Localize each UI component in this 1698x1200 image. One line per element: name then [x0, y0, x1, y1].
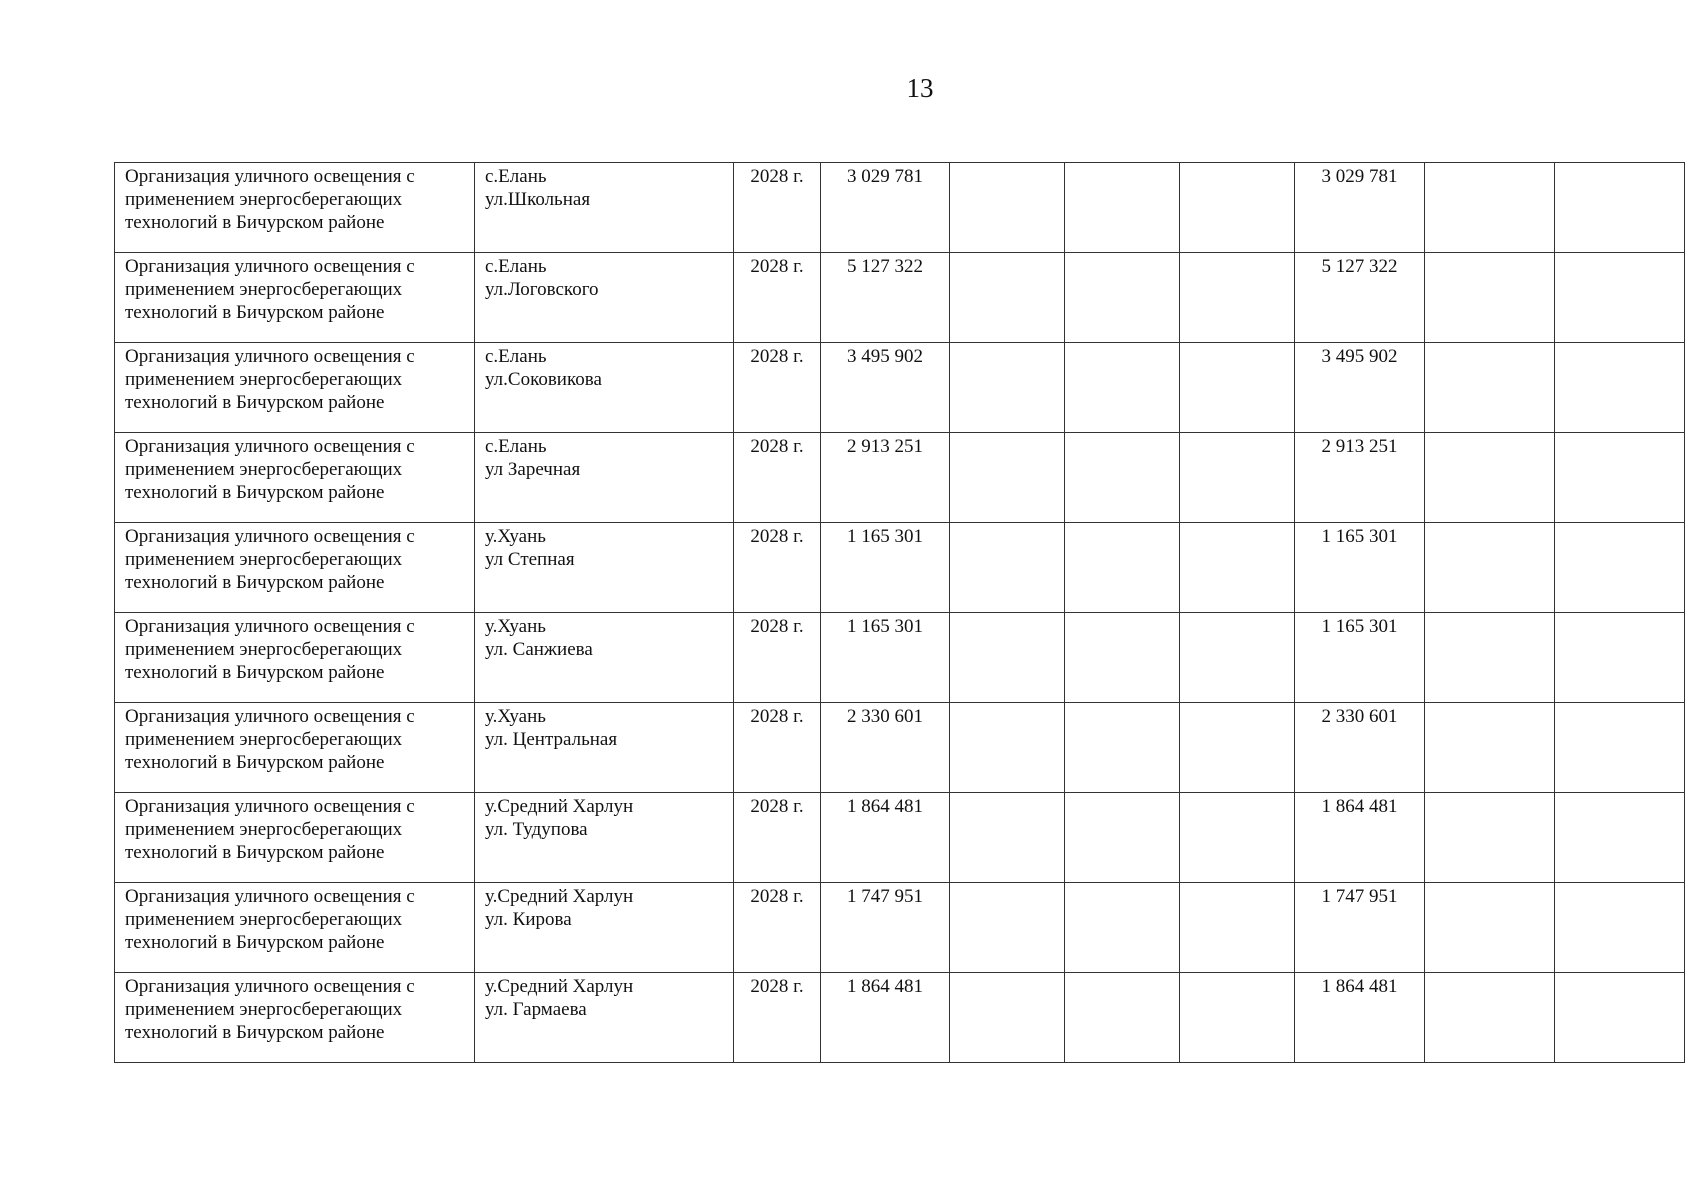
total-amount-cell: 2 913 251: [821, 433, 950, 523]
amount-cell-col5: [950, 883, 1065, 973]
location-line: у.Средний Харлун: [485, 796, 634, 817]
location-line: ул.Соковикова: [485, 369, 602, 390]
amount-cell-col6: [1065, 253, 1180, 343]
amount-cell-col10: [1555, 793, 1685, 883]
amount-cell-col5: [950, 523, 1065, 613]
total-amount-cell: 2 330 601: [821, 703, 950, 793]
amount-cell-col9: [1425, 163, 1555, 253]
measure-name-line: Организация уличного освещения с: [125, 886, 415, 907]
measure-name-line: технологий в Бичурском районе: [125, 482, 385, 503]
total-amount-cell: 5 127 322: [821, 253, 950, 343]
measure-name-cell: [115, 433, 475, 523]
location-cell: [475, 163, 734, 253]
total-amount-cell: 3 029 781: [821, 163, 950, 253]
amount-cell-col7: [1180, 343, 1295, 433]
location-cell: [475, 253, 734, 343]
location-cell: [475, 703, 734, 793]
measure-name-line: Организация уличного освещения с: [125, 256, 415, 277]
year-cell: 2028 г.: [734, 163, 821, 253]
amount-cell-col10: [1555, 343, 1685, 433]
measure-name-line: Организация уличного освещения с: [125, 796, 415, 817]
measure-name-cell: [115, 343, 475, 433]
measure-name-line: технологий в Бичурском районе: [125, 662, 385, 683]
measure-name-line: применением энергосберегающих: [125, 279, 403, 300]
amount-cell-col7: [1180, 253, 1295, 343]
amount-cell-col7: [1180, 883, 1295, 973]
amount-cell-col8: 1 747 951: [1295, 883, 1425, 973]
table-row: [115, 973, 1685, 1063]
measure-name-line: применением энергосберегающих: [125, 549, 403, 570]
location-line: у.Хуань: [485, 526, 546, 547]
amount-cell-col8: 2 330 601: [1295, 703, 1425, 793]
amount-cell-col5: [950, 343, 1065, 433]
measure-name-line: Организация уличного освещения с: [125, 346, 415, 367]
location-line: с.Елань: [485, 346, 547, 367]
amount-cell-col10: [1555, 433, 1685, 523]
location-cell: [475, 433, 734, 523]
measure-name-line: Организация уличного освещения с: [125, 976, 415, 997]
amount-cell-col7: [1180, 613, 1295, 703]
amount-cell-col8: 2 913 251: [1295, 433, 1425, 523]
location-cell: [475, 613, 734, 703]
measure-name-line: применением энергосберегающих: [125, 819, 403, 840]
measure-name-cell: [115, 793, 475, 883]
table-row: [115, 163, 1685, 253]
amount-cell-col9: [1425, 793, 1555, 883]
table-row: [115, 703, 1685, 793]
amount-cell-col5: [950, 703, 1065, 793]
amount-cell-col6: [1065, 163, 1180, 253]
total-amount-cell: 1 747 951: [821, 883, 950, 973]
location-line: с.Елань: [485, 436, 547, 457]
measure-name-line: технологий в Бичурском районе: [125, 572, 385, 593]
measure-name-cell: [115, 613, 475, 703]
amount-cell-col7: [1180, 973, 1295, 1063]
table-body: [115, 163, 1685, 1063]
amount-cell-col6: [1065, 613, 1180, 703]
measure-name-cell: [115, 163, 475, 253]
location-cell: [475, 523, 734, 613]
location-line: у.Средний Харлун: [485, 886, 634, 907]
location-cell: [475, 883, 734, 973]
location-line: ул Заречная: [485, 459, 581, 480]
measure-name-line: Организация уличного освещения с: [125, 436, 415, 457]
amount-cell-col7: [1180, 523, 1295, 613]
table-row: [115, 343, 1685, 433]
amount-cell-col5: [950, 253, 1065, 343]
amount-cell-col9: [1425, 883, 1555, 973]
amount-cell-col8: 3 029 781: [1295, 163, 1425, 253]
amount-cell-col10: [1555, 973, 1685, 1063]
total-amount-cell: 1 864 481: [821, 793, 950, 883]
amount-cell-col5: [950, 163, 1065, 253]
amount-cell-col5: [950, 433, 1065, 523]
year-cell: 2028 г.: [734, 883, 821, 973]
location-line: у.Хуань: [485, 616, 546, 637]
total-amount-cell: 3 495 902: [821, 343, 950, 433]
location-line: ул.Логовского: [485, 279, 599, 300]
year-cell: 2028 г.: [734, 253, 821, 343]
measure-name-line: технологий в Бичурском районе: [125, 932, 385, 953]
amount-cell-col9: [1425, 433, 1555, 523]
amount-cell-col6: [1065, 973, 1180, 1063]
amount-cell-col7: [1180, 703, 1295, 793]
location-line: у.Хуань: [485, 706, 546, 727]
amount-cell-col8: 1 864 481: [1295, 973, 1425, 1063]
location-cell: [475, 973, 734, 1063]
total-amount-cell: 1 165 301: [821, 523, 950, 613]
measure-name-line: применением энергосберегающих: [125, 369, 403, 390]
location-line: ул.Школьная: [485, 189, 591, 210]
measure-name-line: Организация уличного освещения с: [125, 166, 415, 187]
measure-name-cell: [115, 883, 475, 973]
amount-cell-col7: [1180, 793, 1295, 883]
measure-name-cell: [115, 973, 475, 1063]
amount-cell-col9: [1425, 613, 1555, 703]
year-cell: 2028 г.: [734, 793, 821, 883]
location-line: с.Елань: [485, 166, 547, 187]
amount-cell-col9: [1425, 253, 1555, 343]
location-line: с.Елань: [485, 256, 547, 277]
measure-name-line: Организация уличного освещения с: [125, 526, 415, 547]
measure-name-cell: [115, 253, 475, 343]
table-row: [115, 883, 1685, 973]
table-row: [115, 613, 1685, 703]
amount-cell-col6: [1065, 433, 1180, 523]
amount-cell-col9: [1425, 343, 1555, 433]
measure-name-line: технологий в Бичурском районе: [125, 302, 385, 323]
measure-name-line: применением энергосберегающих: [125, 189, 403, 210]
measure-name-line: Организация уличного освещения с: [125, 616, 415, 637]
amount-cell-col5: [950, 613, 1065, 703]
amount-cell-col8: 5 127 322: [1295, 253, 1425, 343]
amount-cell-col10: [1555, 613, 1685, 703]
measure-name-line: технологий в Бичурском районе: [125, 842, 385, 863]
amount-cell-col10: [1555, 703, 1685, 793]
year-cell: 2028 г.: [734, 613, 821, 703]
location-line: ул. Тудупова: [485, 819, 588, 840]
amount-cell-col9: [1425, 703, 1555, 793]
measure-name-line: технологий в Бичурском районе: [125, 752, 385, 773]
amount-cell-col7: [1180, 433, 1295, 523]
year-cell: 2028 г.: [734, 703, 821, 793]
location-line: ул. Санжиева: [485, 639, 593, 660]
page-number: 13: [906, 73, 934, 103]
amount-cell-col5: [950, 973, 1065, 1063]
total-amount-cell: 1 864 481: [821, 973, 950, 1063]
amount-cell-col9: [1425, 973, 1555, 1063]
location-line: ул Степная: [485, 549, 575, 570]
table-row: [115, 793, 1685, 883]
year-cell: 2028 г.: [734, 343, 821, 433]
amount-cell-col10: [1555, 163, 1685, 253]
amount-cell-col8: 1 165 301: [1295, 613, 1425, 703]
location-cell: [475, 793, 734, 883]
amount-cell-col10: [1555, 253, 1685, 343]
measure-name-line: применением энергосберегающих: [125, 459, 403, 480]
measure-name-line: применением энергосберегающих: [125, 639, 403, 660]
measure-name-line: применением энергосберегающих: [125, 729, 403, 750]
measure-name-line: применением энергосберегающих: [125, 999, 403, 1020]
location-line: ул. Центральная: [485, 729, 618, 750]
total-amount-cell: 1 165 301: [821, 613, 950, 703]
amount-cell-col5: [950, 793, 1065, 883]
amount-cell-col7: [1180, 163, 1295, 253]
amount-cell-col9: [1425, 523, 1555, 613]
location-cell: [475, 343, 734, 433]
amount-cell-col6: [1065, 793, 1180, 883]
measure-name-line: применением энергосберегающих: [125, 909, 403, 930]
year-cell: 2028 г.: [734, 973, 821, 1063]
amount-cell-col10: [1555, 883, 1685, 973]
amount-cell-col6: [1065, 523, 1180, 613]
amount-cell-col6: [1065, 703, 1180, 793]
measure-name-cell: [115, 523, 475, 613]
measure-name-line: Организация уличного освещения с: [125, 706, 415, 727]
location-line: у.Средний Харлун: [485, 976, 634, 997]
location-line: ул. Гармаева: [485, 999, 587, 1020]
year-cell: 2028 г.: [734, 433, 821, 523]
year-cell: 2028 г.: [734, 523, 821, 613]
measure-name-line: технологий в Бичурском районе: [125, 392, 385, 413]
amount-cell-col8: 1 165 301: [1295, 523, 1425, 613]
amount-cell-col10: [1555, 523, 1685, 613]
amount-cell-col8: 1 864 481: [1295, 793, 1425, 883]
table-row: [115, 433, 1685, 523]
amount-cell-col6: [1065, 883, 1180, 973]
table-row: [115, 523, 1685, 613]
measure-name-cell: [115, 703, 475, 793]
program-table: [114, 162, 1685, 1063]
measure-name-line: технологий в Бичурском районе: [125, 212, 385, 233]
amount-cell-col8: 3 495 902: [1295, 343, 1425, 433]
measure-name-line: технологий в Бичурском районе: [125, 1022, 385, 1043]
table-row: [115, 253, 1685, 343]
amount-cell-col6: [1065, 343, 1180, 433]
location-line: ул. Кирова: [485, 909, 572, 930]
